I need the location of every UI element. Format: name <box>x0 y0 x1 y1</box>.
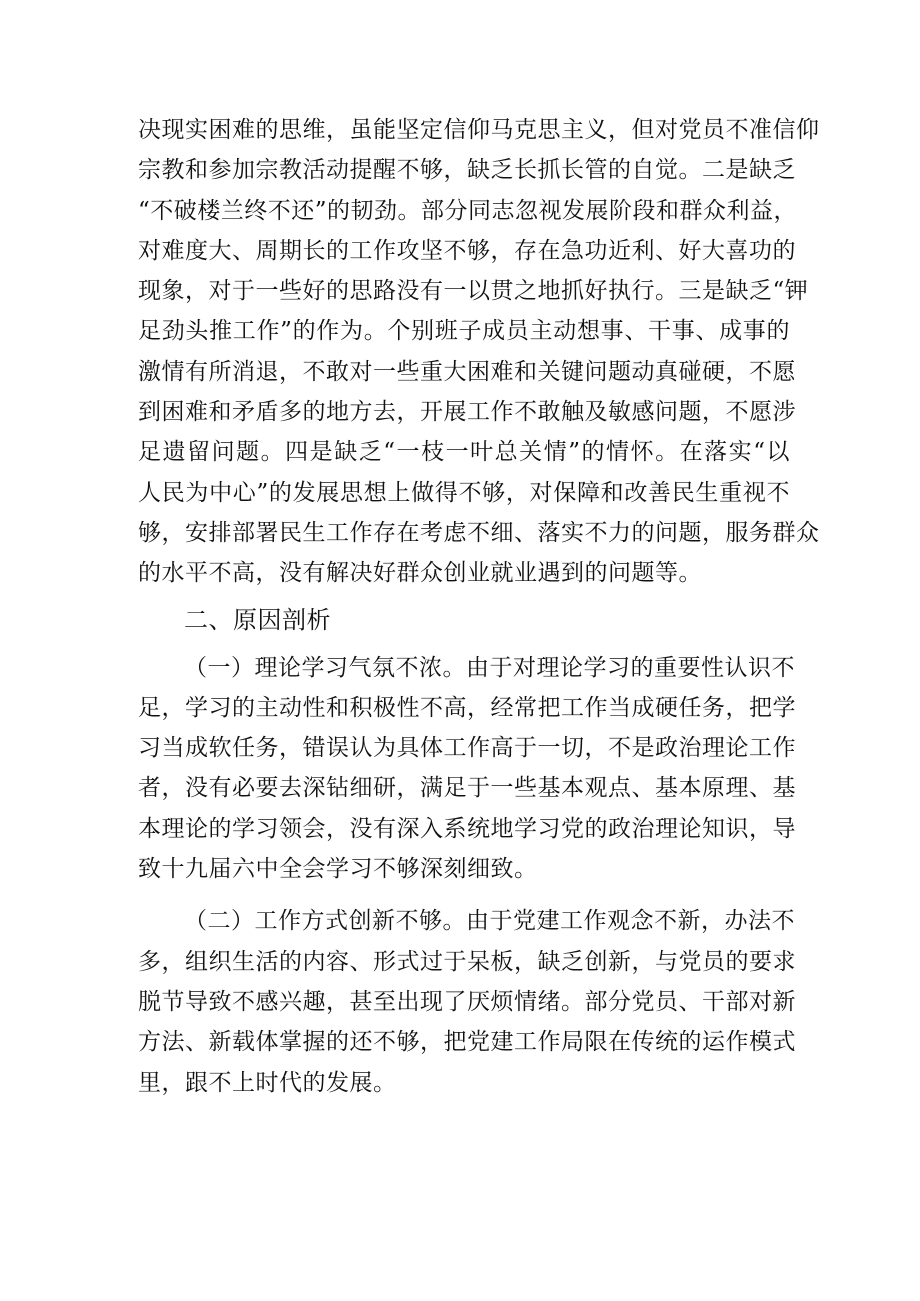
text-line: “不破楼兰终不还”的韧劲。部分同志忽视发展阶段和群众利益， <box>138 197 798 224</box>
section-heading: 二、原因剖析 <box>184 605 331 634</box>
text-line: 足，学习的主动性和积极性不高，经常把工作当成硬任务，把学 <box>138 694 796 721</box>
text-line: 的水平不高，没有解决好群众创业就业遇到的问题等。 <box>138 560 702 587</box>
cause-paragraph-1 <box>138 648 796 890</box>
text-line: （二）工作方式创新不够。由于党建工作观念不新，办法不 <box>184 908 795 935</box>
text-line: 致十九届六中全会学习不够深刻细致。 <box>138 856 538 883</box>
text-line: 够，安排部署民生工作存在考虑不细、落实不力的问题，服务群众 <box>138 519 820 546</box>
text-line: 脱节导致不感兴趣，甚至出现了厌烦情绪。部分党员、干部对新 <box>138 988 796 1015</box>
document-body <box>138 110 820 1103</box>
text-line: 到困难和矛盾多的地方去，开展工作不敢触及敏感问题，不愿涉 <box>138 399 796 426</box>
text-line: 方法、新载体掌握的还不够，把党建工作局限在传统的运作模式 <box>138 1029 796 1056</box>
text-line: 足劲头推工作”的作为。个别班子成员主动想事、干事、成事的 <box>138 318 790 345</box>
text-line: 者，没有必要去深钻细研，满足于一些基本观点、基本原理、基 <box>138 775 796 802</box>
text-line: 宗教和参加宗教活动提醒不够，缺乏长抓长管的自觉。二是缺乏 <box>138 157 796 184</box>
intro-paragraph <box>138 110 820 594</box>
text-line: 里，跟不上时代的发展。 <box>138 1069 397 1096</box>
text-line: 人民为中心”的发展思想上做得不够，对保障和改善民生重视不 <box>138 479 790 506</box>
text-line: 现象，对于一些好的思路没有一以贯之地抓好执行。三是缺乏“钾 <box>138 278 809 305</box>
text-line: 对难度大、周期长的工作攻坚不够，存在急功近利、好大喜功的 <box>138 237 796 264</box>
cause-paragraph-2 <box>138 901 796 1102</box>
text-line: （一）理论学习气氛不浓。由于对理论学习的重要性认识不 <box>184 654 795 681</box>
paragraph-spacer <box>138 889 790 901</box>
text-line: 多，组织生活的内容、形式过于呆板，缺乏创新，与党员的要求 <box>138 948 796 975</box>
text-line: 本理论的学习领会，没有深入系统地学习党的政治理论知识，导 <box>138 815 796 842</box>
text-line: 决现实困难的思维，虽能坚定信仰马克思主义，但对党员不准信仰 <box>138 117 820 143</box>
text-line: 足遗留问题。四是缺乏“一枝一叶总关情”的情怀。在落实“以 <box>138 439 790 466</box>
text-line: 习当成软任务，错误认为具体工作高于一切，不是政治理论工作 <box>138 735 796 762</box>
text-line: 激情有所消退，不敢对一些重大困难和关键问题动真碰硬，不愿 <box>138 358 796 385</box>
